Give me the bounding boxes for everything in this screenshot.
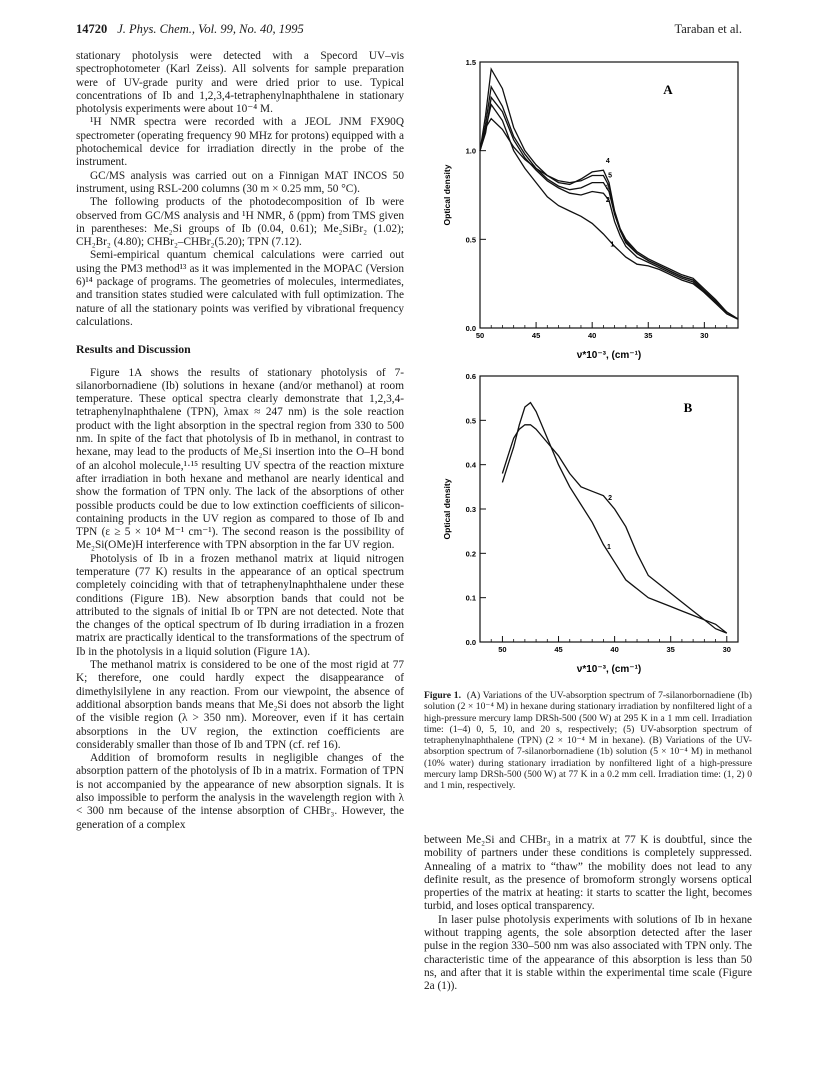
figure-1a: [424, 52, 744, 364]
paragraph: The methanol matrix is considered to be one of the most rigid at 77 K; therefore, one could hardly expect the disappearance of dimethylsilylene in any reaction. From our viewpoint, the absence of additional absorption bands means that Me₂Si does not absorb the light of the visible region (λ > 350 nm). Moreover, even if it has certain absorptions in the UV region, the extinction coefficients are considerably smaller than those of Ib and TPN (cf. ref 16).: [76, 659, 404, 751]
y-axis-label: Optical density: [442, 478, 452, 540]
x-tick-label: 30: [722, 645, 731, 654]
series-label: 2: [608, 495, 613, 503]
paragraph: The following products of the photodecomposition of Ib were observed from GC/MS analysis and ¹H NMR, δ (ppm) from TMS given in parentheses: Me₂Si groups of Ib (0.04, 0.61); Me₂SiBr₂ (1.02); CH₂Br₂ (4.80); CHBr₂–CHBr₂(5.20); TPN (7.12).: [76, 196, 404, 249]
left-column: [76, 50, 404, 832]
panel-label: A: [663, 82, 673, 97]
paragraph: between Me₂Si and CHBr₃ in a matrix at 77 K is doubtful, since the mobility of partners under these conditions is completely suppressed. Annealing of a matrix to “thaw” the mobility does not lead to any definite result, as the presence of bromoform strongly worsens optical properties of the matrix at heating: it starts to scatter the light, becomes turbid, and loses optical transparency.: [424, 834, 752, 913]
panel-label: B: [683, 400, 693, 415]
x-tick-label: 45: [554, 645, 563, 654]
plot-frame: [480, 376, 738, 642]
x-tick-label: 50: [498, 645, 507, 654]
right-column: [424, 834, 752, 994]
header-authors: Taraban et al.: [674, 22, 742, 36]
y-tick-label: 0.5: [465, 235, 476, 245]
journal-citation: J. Phys. Chem., Vol. 99, No. 40, 1995: [117, 22, 304, 36]
section-heading: Results and Discussion: [76, 342, 191, 357]
paragraph: ¹H NMR spectra were recorded with a JEOL JNM FX90Q spectrometer (operating frequency 90 MHz for protons) equipped with a photochemical device for irradiation directly in the probe of the instrument.: [76, 116, 404, 169]
x-tick-label: 35: [666, 645, 675, 654]
page-number: 14720: [76, 22, 108, 36]
x-tick-label: 45: [531, 331, 541, 340]
paragraph: Semi-empirical quantum chemical calculations were carried out using the PM3 method¹³ as it was implemented in the MOPAC (Version 6)¹⁴ package of programs. The geometries of molecules, intermediates, and transition states studied were calculated with full optimization. The nature of all the stationary points was verified by vibrational frequency calculations.: [76, 249, 404, 328]
y-tick-label: 1.0: [465, 146, 476, 156]
caption-title: Figure 1.: [424, 690, 462, 701]
series-label: 1: [610, 241, 615, 249]
x-tick-label: 35: [644, 331, 653, 340]
x-tick-label: 30: [700, 331, 709, 340]
y-tick-label: 0.5: [465, 416, 476, 426]
x-tick-label: 50: [475, 331, 485, 340]
figure-1b: [424, 368, 744, 686]
caption-text: (A) Variations of the UV-absorption spectrum of 7-silanorbornadiene (Ib) solution (2 × 10⁻⁴ M) in hexane during stationary irradiation by nonfiltered light of a high-pressure mercury lamp DRSh-500 (500 W) at 295 K in a 1 mm cell. Irradiation time: (1–4) 0, 5, 10, and 20 s, respectively; (5) UV-absorption spectrum of tetraphenylnaphthalene (TPN) (2 × 10⁻⁴ M in hexane). (B) Variations of the UV-absorption spectrum of 7-silanorbornadiene (1b) solution (5 × 10⁻⁴ M) in methanol (10% water) during stationary irradiation by nonfiltered light of a high-pressure mercury lamp DRSh-500 (500 W) at 77 K in a 0.2 mm cell. Irradiation time: (1, 2) 0 and 1 min, respectively.: [424, 690, 752, 792]
x-axis-label: ν*10⁻³, (cm⁻¹): [576, 350, 642, 361]
series-label: 2: [605, 197, 610, 205]
series-label: 1: [607, 543, 611, 551]
x-axis-label: ν*10⁻³, (cm⁻¹): [576, 664, 642, 675]
x-tick-label: 40: [588, 331, 597, 340]
series-label: 3: [605, 184, 610, 192]
paragraph: In laser pulse photolysis experiments with solutions of Ib in hexane without trapping agents, the sole absorption detected after the laser pulse in the region 330–500 nm was also associated with TPN only. The characteristic time of the appearance of this absorption is less than 50 ns, and after that it is stable within the experimental time scale (Figure 2a (1)).: [424, 913, 752, 993]
y-tick-label: 1.5: [465, 58, 476, 67]
paragraph: GC/MS analysis was carried out on a Finnigan MAT INCOS 50 instrument, using RSL-200 columns (30 m × 0.25 mm, 50 °C).: [76, 169, 404, 195]
x-tick-label: 40: [610, 645, 619, 654]
paragraph: Addition of bromoform results in negligible changes of the absorption pattern of the photolysis of Ib in a matrix. Formation of TPN is not accompanied by the appearance of new absorption signals. It is also impossible to perform the analysis in the wavelength region with λ < 300 nm because of the intense absorption of CHBr₃. However, the generation of a complex: [76, 752, 404, 831]
figure-1b-chart: [424, 368, 744, 686]
series-label: 4: [605, 158, 610, 166]
header-left: [76, 22, 304, 37]
series-line-1: [502, 403, 726, 633]
paragraph: stationary photolysis were detected with a Specord UV–vis spectrophotometer (Karl Zeiss). All solvents for sample preparation were of UV-grade purity and were dried prior to use. Typical concentrations of Ib and 1,2,3,4-tetraphenylnaphthalene in stationary photolysis experiments were about 10⁻⁴ M.: [76, 50, 404, 116]
paragraph: Photolysis of Ib in a frozen methanol matrix at liquid nitrogen temperature (77 K) results in the appearance of an optical spectrum completely coinciding with that of tetraphenylnaphthalene under these conditions (Figure 1B). New absorption bands that could not be attributed to the signals of initial Ib or TPN are not detected. Note that the changes of the optical spectrum of Ib during irradiation in a frozen matrix are practically identical to the transformations of the spectrum of Ib in the photolysis in a liquid solution (Figure 1A).: [76, 552, 404, 658]
y-tick-label: 0.0: [465, 324, 476, 333]
figure-1a-chart: [424, 52, 744, 364]
paragraph: Figure 1A shows the results of stationary photolysis of 7-silanorbornadiene (Ib) solutions in hexane (and/or methanol) at room temperature. These optical spectra clearly demonstrate that 1,2,3,4-tetraphenylnaphthalene (TPN), λmax ≈ 247 nm) is the sole reaction product with the light absorption in the spectral region from 330 to 500 nm. In spite of the fact that photolysis of Ib in methanol, in contrast to hexane, may lead to the products of Me₂Si insertion into the O–H bond of an alcohol molecule,¹·¹⁵ resulting UV spectra of the reaction mixture after irradiation in both hexane and methanol are nearly identical and show the formation of TPN only. The lack of the absorptions of other possible products could be due to low extinction coefficients of silicon-containing products in the UV region as compared to those of Ib and TPN (ε ≥ 5 × 10⁴ M⁻¹ cm⁻¹). The second reason is the possibility of Me₂Si(OMe)H interference with TPN absorption in the far UV region.: [76, 366, 404, 552]
y-tick-label: 0.3: [465, 505, 476, 514]
y-tick-label: 0.1: [465, 593, 476, 603]
series-label: 5: [608, 172, 613, 180]
y-tick-label: 0.6: [465, 372, 476, 381]
figure-caption: [424, 690, 752, 792]
y-tick-label: 0.2: [465, 549, 476, 559]
y-axis-label: Optical density: [442, 164, 452, 226]
y-tick-label: 0.4: [465, 460, 476, 470]
y-tick-label: 0.0: [465, 638, 476, 647]
running-header: [76, 22, 742, 38]
series-line-2: [502, 425, 726, 633]
